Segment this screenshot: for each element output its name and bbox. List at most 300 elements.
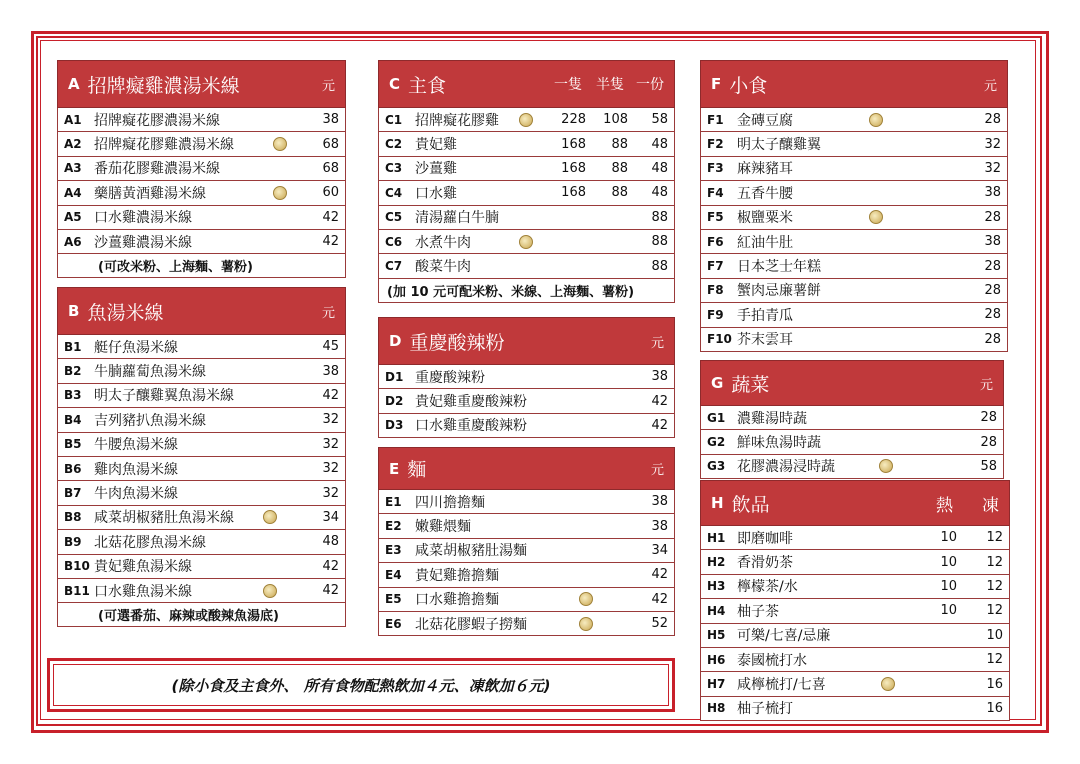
item-name-text: 北菇花膠蝦子撈麵 [415,616,527,633]
section-g [700,360,1004,479]
item-price: 168 [561,160,586,176]
item-code: B3 [64,388,82,403]
menu-item-row [700,648,1010,672]
item-name [737,674,911,694]
item-code: B11 [64,583,90,598]
item-price: 108 [603,112,628,128]
item-name-text: 清湯蘿白牛腩 [415,210,499,227]
section-a [57,60,346,278]
menu-item-row [57,335,346,359]
item-name-text: 招牌癡花膠濃湯米線 [94,112,220,129]
item-name [737,650,911,670]
footer-note: (除小食及主食外、 所有食物配熱飲加４元、凍飲加６元) [171,676,551,695]
menu-item-row [57,108,346,132]
item-name [415,614,628,634]
item-name-text: 椒鹽粟米 [737,210,793,227]
item-name-text: 口水雞重慶酸辣粉 [415,418,527,435]
section-h [700,480,1010,721]
item-name [737,134,961,154]
unit-label: 元 [321,78,335,94]
item-price: 28 [984,209,1001,225]
menu-item-row [700,430,1004,454]
item-name-text: 五香牛腰 [737,185,793,202]
item-name [94,232,299,252]
item-code: A3 [64,161,82,176]
footer-note-box [47,658,675,712]
section-note: (加 10 元可配米粉、米線、上海麵、薯粉) [378,279,675,303]
item-price: 38 [651,494,668,510]
item-name-text: 牛腰魚湯米線 [94,437,178,454]
item-code: C3 [385,161,403,176]
item-code: H5 [707,628,726,643]
item-name [415,207,546,227]
item-name-text: 艇仔魚湯米線 [94,339,178,356]
menu-item-row [700,303,1008,327]
section-header [57,287,346,335]
item-price: 28 [980,434,997,450]
item-name [415,256,546,276]
item-code: B5 [64,437,82,452]
item-price: 12 [986,530,1003,546]
item-name-text: 香滑奶茶 [737,555,793,572]
column-header: 一份 [636,77,664,93]
item-name-text: 口水雞魚湯米線 [94,583,192,600]
item-code: A5 [64,210,82,225]
item-name [737,552,911,572]
section-letter: E [389,459,400,478]
section-title: 蔬菜 [731,373,770,396]
section-title: 小食 [729,74,768,97]
item-name [737,456,957,476]
item-name [415,158,546,178]
item-code: E2 [385,519,402,534]
item-price: 88 [611,160,628,176]
menu-item-row [700,575,1010,599]
section-letter: G [711,374,724,392]
item-price: 10 [940,530,957,546]
item-price: 32 [322,461,339,477]
menu-item-row [57,481,346,505]
menu-item-row [700,181,1008,205]
item-name-text: 鮮味魚湯時蔬 [737,435,821,452]
item-code: F4 [707,185,724,200]
item-name [94,581,299,601]
spicy-icon [263,584,277,598]
item-price: 32 [322,412,339,428]
item-price: 12 [986,578,1003,594]
item-name-text: 可樂/七喜/忌廉 [737,628,831,645]
item-price: 48 [651,136,668,152]
item-name-text: 紅油牛肚 [737,234,793,251]
item-name [737,280,961,300]
item-price: 32 [322,436,339,452]
unit-label: 元 [321,305,335,321]
item-name-text: 藥膳黃酒雞湯米線 [94,185,206,202]
item-name-text: 水煮牛肉 [415,234,471,251]
item-name-text: 花膠濃湯浸時蔬 [737,459,835,476]
item-code: A4 [64,185,82,200]
spicy-icon [869,210,883,224]
item-name-text: 即磨咖啡 [737,530,793,547]
item-name-text: 重慶酸辣粉 [415,369,485,386]
item-price: 28 [984,307,1001,323]
menu-item-row [378,514,675,538]
item-price: 42 [322,209,339,225]
item-price: 38 [651,518,668,534]
item-name [737,432,957,452]
spicy-icon [579,617,593,631]
item-code: C7 [385,259,403,274]
menu-item-row [700,406,1004,430]
menu-item-row [57,384,346,408]
item-name [415,110,546,130]
item-price: 88 [611,136,628,152]
item-code: F3 [707,161,724,176]
item-name-text: 柚子梳打 [737,701,793,718]
item-name [94,183,299,203]
item-name [737,158,961,178]
item-code: D3 [385,418,404,433]
menu-item-row [378,132,675,156]
item-code: B9 [64,534,82,549]
item-name [94,507,299,527]
item-name [415,367,628,387]
item-name [737,576,911,596]
item-price: 16 [986,700,1003,716]
column-header: 凍 [982,495,999,516]
item-name-text: 口水雞 [415,185,457,202]
column-header: 熱 [936,495,953,516]
section-header [700,480,1010,526]
item-code: E4 [385,567,402,582]
item-name-text: 咸菜胡椒豬肚魚湯米線 [94,510,234,527]
item-name [94,434,299,454]
item-code: G1 [707,410,726,425]
item-name [737,110,961,130]
menu-item-row [378,588,675,612]
item-name-text: 北菇花膠魚湯米線 [94,534,206,551]
item-code: F2 [707,137,724,152]
item-name [94,410,299,430]
menu-item-row [700,550,1010,574]
item-price: 48 [651,185,668,201]
item-name [737,232,961,252]
item-name-text: 酸菜牛肉 [415,259,471,276]
item-name [94,110,299,130]
menu-item-row [57,579,346,603]
item-code: F7 [707,259,724,274]
item-code: B1 [64,339,82,354]
item-code: A2 [64,137,82,152]
section-letter: B [68,302,80,320]
item-code: E1 [385,494,402,509]
item-price: 12 [986,603,1003,619]
menu-item-row [378,414,675,438]
menu-item-row [700,157,1008,181]
item-name [415,415,628,435]
item-price: 68 [322,160,339,176]
item-name-text: 沙薑雞濃湯米線 [94,234,192,251]
item-name [415,565,628,585]
item-name-text: 濃雞湯時蔬 [737,410,807,427]
menu-item-row [378,230,675,254]
item-name [415,492,628,512]
item-code: C5 [385,210,403,225]
item-name [94,385,299,405]
item-name [737,183,961,203]
item-price: 88 [651,234,668,250]
section-header [700,360,1004,406]
menu-item-row [57,206,346,230]
menu-item-row [57,457,346,481]
section-header [57,60,346,108]
menu-item-row [378,254,675,278]
column-headers [542,74,664,94]
item-name [415,183,546,203]
item-name [415,134,546,154]
column-headers [907,491,999,516]
item-name [737,207,961,227]
menu-item-row [57,359,346,383]
item-code: C6 [385,234,403,249]
item-code: E6 [385,616,402,631]
menu-item-row [700,108,1008,132]
item-name [737,329,961,349]
item-code: B7 [64,486,82,501]
item-name-text: 招牌癡花膠雞 [415,112,499,129]
section-letter: A [68,75,80,93]
item-name [415,516,628,536]
item-name [737,601,911,621]
menu-item-row [700,254,1008,278]
item-price: 34 [651,542,668,558]
section-header [378,60,675,108]
item-price: 38 [984,234,1001,250]
item-name [94,361,299,381]
menu-item-row [57,132,346,156]
spicy-icon [881,677,895,691]
section-c [378,60,675,303]
item-name-text: 芥末雲耳 [737,332,793,349]
item-price: 88 [651,209,668,225]
item-code: B8 [64,510,82,525]
menu-item-row [57,433,346,457]
item-price: 10 [986,627,1003,643]
menu-item-row [378,563,675,587]
item-name [737,528,911,548]
item-name-text: 柚子茶 [737,603,779,620]
menu-item-row [57,555,346,579]
item-name-text: 四川擔擔麵 [415,494,485,511]
menu-item-row [700,206,1008,230]
section-title: 飲品 [731,493,770,516]
item-code: H4 [707,603,726,618]
item-name [94,207,299,227]
item-name-text: 泰國梳打水 [737,652,807,669]
section-letter: D [389,332,402,350]
item-name [94,532,299,552]
spicy-icon [263,510,277,524]
item-price: 38 [322,363,339,379]
item-code: D1 [385,369,404,384]
menu-item-row [700,455,1004,479]
menu-item-row [378,365,675,389]
menu-item-row [378,181,675,205]
item-price: 48 [651,160,668,176]
section-note: (可改米粉、上海麵、薯粉) [57,254,346,278]
menu-item-row [700,526,1010,550]
section-title: 重慶酸辣粉 [409,331,505,354]
item-price: 28 [984,112,1001,128]
item-code: H8 [707,701,726,716]
menu-item-row [378,490,675,514]
item-name-text: 蟹肉忌廉薯餅 [737,283,821,300]
item-code: A6 [64,234,82,249]
item-name-text: 咸菜胡椒豬肚湯麵 [415,543,527,560]
item-code: C4 [385,185,403,200]
item-code: F8 [707,283,724,298]
item-name-text: 口水雞濃湯米線 [94,210,192,227]
item-price: 88 [651,258,668,274]
item-code: C1 [385,112,403,127]
item-price: 12 [986,652,1003,668]
item-price: 168 [561,185,586,201]
item-name-text: 檸檬茶/水 [737,579,798,596]
section-d [378,317,675,438]
item-price: 42 [651,567,668,583]
spicy-icon [869,113,883,127]
item-code: B6 [64,461,82,476]
item-name-text: 咸檸梳打/七喜 [737,677,826,694]
item-name-text: 嫩雞煨麵 [415,519,471,536]
item-name-text: 金磚豆腐 [737,112,793,129]
item-code: E5 [385,592,402,607]
item-name [94,556,299,576]
menu-item-row [57,408,346,432]
item-code: F6 [707,234,724,249]
column-header: 半隻 [596,77,624,93]
item-price: 42 [322,387,339,403]
item-code: A1 [64,112,82,127]
section-header [700,60,1008,108]
item-price: 10 [940,578,957,594]
column-header: 一隻 [554,77,582,93]
item-name-text: 番茄花膠雞濃湯米線 [94,161,220,178]
item-code: F10 [707,332,732,347]
item-name-text: 吉列豬扒魚湯米線 [94,412,206,429]
spicy-icon [273,186,287,200]
item-name-text: 貴妃雞 [415,137,457,154]
menu-item-row [378,108,675,132]
item-price: 42 [651,417,668,433]
item-code: B10 [64,559,90,574]
item-code: H6 [707,652,726,667]
section-note: (可選番茄、麻辣或酸辣魚湯底) [57,603,346,627]
menu-item-row [378,539,675,563]
menu-item-row [57,157,346,181]
section-e [378,447,675,636]
item-price: 12 [986,554,1003,570]
item-price: 58 [980,458,997,474]
item-code: G3 [707,459,726,474]
item-code: G2 [707,435,726,450]
item-code: H2 [707,555,726,570]
item-name-text: 牛腩蘿蔔魚湯米線 [94,364,206,381]
section-title: 麵 [407,459,427,481]
item-price: 38 [322,112,339,128]
item-code: D2 [385,394,404,409]
item-price: 38 [651,369,668,385]
item-code: F5 [707,210,724,225]
item-price: 42 [651,393,668,409]
item-price: 32 [984,136,1001,152]
unit-label: 元 [983,78,997,94]
item-name-text: 麻辣豬耳 [737,161,793,178]
item-name [415,589,628,609]
section-letter: C [389,75,401,93]
unit-label: 元 [650,335,664,351]
item-price: 42 [322,558,339,574]
section-title: 招牌癡雞濃湯米線 [87,74,240,97]
item-price: 32 [322,485,339,501]
item-code: F9 [707,307,724,322]
item-price: 42 [322,583,339,599]
item-name [94,483,299,503]
item-price: 52 [651,616,668,632]
item-name [737,256,961,276]
section-header [378,317,675,365]
section-letter: F [711,75,722,93]
item-name-text: 貴妃雞擔擔麵 [415,567,499,584]
item-name-text: 貴妃雞魚湯米線 [94,559,192,576]
item-name [737,408,957,428]
spicy-icon [579,592,593,606]
menu-item-row [700,230,1008,254]
section-f [700,60,1008,352]
menu-item-row [57,530,346,554]
item-price: 168 [561,136,586,152]
item-name-text: 招牌癡花膠雞濃湯米線 [94,137,234,154]
item-name [94,459,299,479]
item-name [737,305,961,325]
item-price: 42 [651,591,668,607]
item-name-text: 雞肉魚湯米線 [94,461,178,478]
spicy-icon [273,137,287,151]
menu-item-row [378,206,675,230]
menu-item-row [57,181,346,205]
section-letter: H [711,494,724,512]
item-price: 58 [651,112,668,128]
item-price: 10 [940,603,957,619]
section-title: 魚湯米線 [87,301,164,324]
item-name-text: 沙薑雞 [415,161,457,178]
item-name-text: 口水雞擔擔麵 [415,592,499,609]
item-price: 88 [611,185,628,201]
spicy-icon [519,113,533,127]
menu-item-row [57,506,346,530]
menu-item-row [700,624,1010,648]
item-name [415,391,628,411]
menu-item-row [57,230,346,254]
item-name-text: 明太子釀雞翼魚湯米線 [94,388,234,405]
item-name-text: 手拍青瓜 [737,307,793,324]
item-price: 32 [984,160,1001,176]
unit-label: 元 [650,463,664,478]
spicy-icon [879,459,893,473]
item-name [737,698,911,718]
item-price: 38 [984,185,1001,201]
item-price: 68 [322,136,339,152]
